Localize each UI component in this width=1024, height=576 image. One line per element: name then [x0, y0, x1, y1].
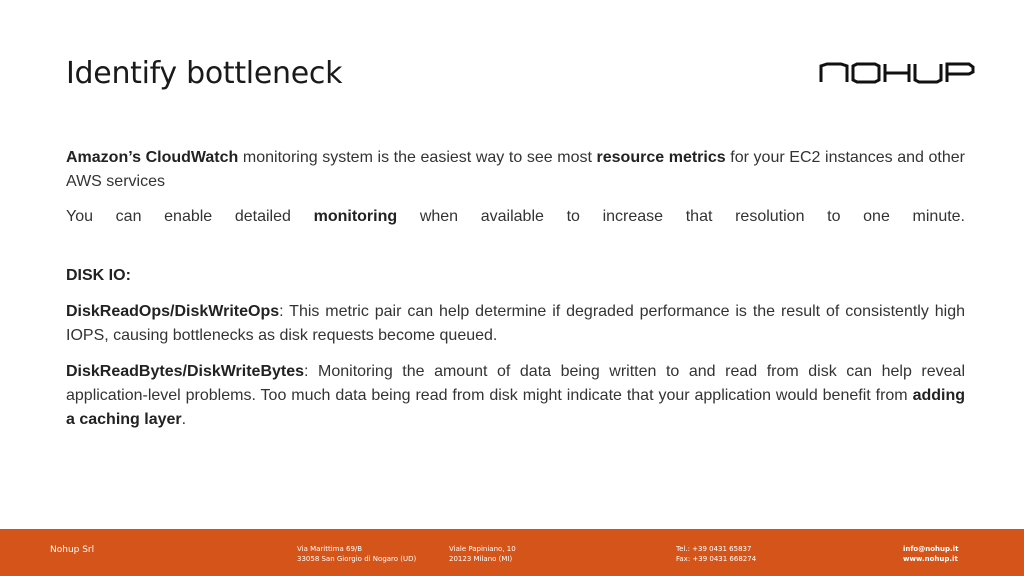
footer-email-link[interactable]: info@nohup.it: [903, 545, 959, 553]
nohup-logo: [819, 62, 975, 84]
slide-content: [66, 146, 965, 432]
section-heading-disk-io: DISK IO:: [66, 267, 131, 284]
footer-address-milano: Viale Papiniano, 10 20123 Milano (MI): [449, 545, 516, 563]
paragraph-cloudwatch: Amazon’s CloudWatch monitoring system is the easiest way to see most resource metrics for your EC2 instances and other AWS services: [66, 149, 965, 190]
footer-contacts: [903, 544, 958, 564]
paragraph-disk-ops: DiskReadOps/DiskWriteOps: This metric pair can help determine if degraded performance is the result of consistently high IOPS, causing bottlenecks as disk requests become queued.: [66, 303, 965, 344]
footer-web-link[interactable]: www.nohup.it: [903, 555, 958, 563]
slide-title: Identify bottleneck: [66, 56, 343, 91]
footer-address-udine: Via Marittima 69/B 33058 San Giorgio di Nogaro (UD): [297, 545, 417, 563]
paragraph-disk-bytes: DiskReadBytes/DiskWriteBytes: Monitoring the amount of data being written to and read from disk can help reveal application-level problems. Too much data being read from disk might indicate that your application would benefit from adding a caching layer.: [66, 363, 965, 428]
footer-bar: [0, 529, 1024, 576]
footer-company: Nohup Srl: [50, 545, 95, 555]
footer-phone: Tel.: +39 0431 65837 Fax: +39 0431 668274: [676, 545, 757, 563]
paragraph-monitoring: You can enable detailed monitoring when available to increase that resolution to one minute.: [66, 208, 966, 225]
